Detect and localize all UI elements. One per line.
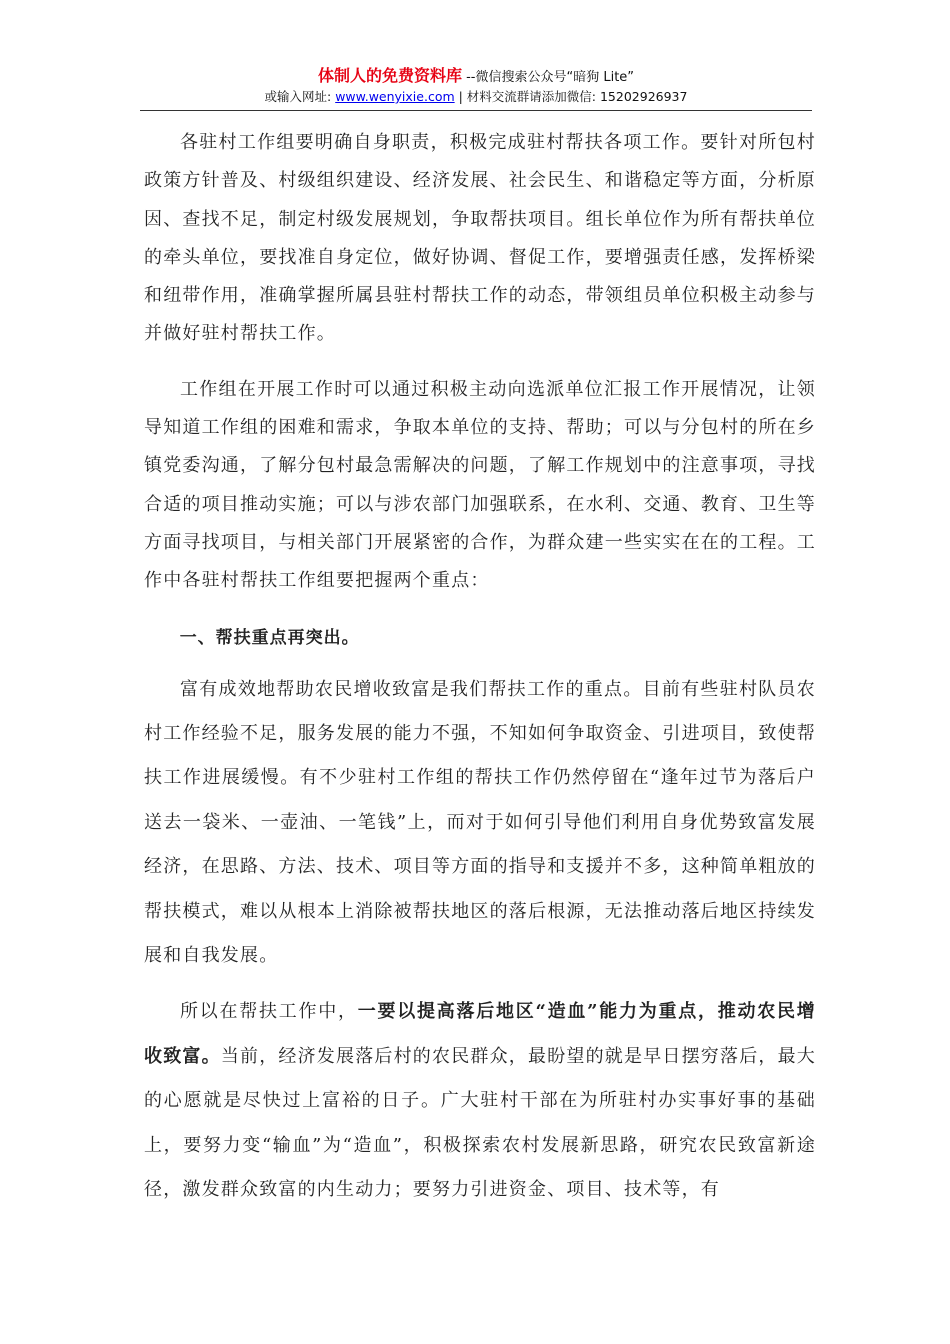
website-link[interactable]: www.wenyixie.com — [335, 89, 455, 104]
section-heading-1: 一、帮扶重点再突出。 — [179, 627, 360, 648]
header-url-prefix: 或输入网址: — [264, 89, 336, 104]
page-header — [140, 66, 812, 106]
document-body — [144, 124, 816, 1224]
header-brand: 体制人的免费资料库 — [317, 66, 462, 85]
header-tagline: --微信搜索公众号“暗狗 Lite” — [461, 70, 635, 85]
paragraph-4-lead: 所以在帮扶工作中， — [180, 1001, 358, 1023]
header-line-2 — [140, 88, 812, 106]
paragraph-4-rest: 当前，经济发展落后村的农民群众，最盼望的就是早日摆穷落后，最大的心愿就是尽快过上富裕的日子。广大驻村干部在为所驻村办实事好事的基础上，要努力变“输血”为“造血”，积极探索农村发展新思路，研究农民致富新途径，激发群众致富的内生动力；要努力引进资金、项目、技术等，有 — [144, 1045, 817, 1201]
paragraph-4 — [144, 990, 816, 1212]
header-line-1 — [140, 66, 812, 88]
header-divider — [140, 110, 812, 111]
header-contact: | 材料交流群请添加微信: 15202926937 — [454, 89, 688, 104]
paragraph-3: 富有成效地帮助农民增收致富是我们帮扶工作的重点。目前有些驻村队员农村工作经验不足，服务发展的能力不强，不知如何争取资金、引进项目，致使帮扶工作进展缓慢。有不少驻村工作组的帮扶工作仍然停留在“逢年过节为落后户送去一袋米、一壶油、一笔钱”上，而对于如何引导他们利用自身优势致富发展经济，在思路、方法、技术、项目等方面的指导和支援并不多，这种简单粗放的帮扶模式，难以从根本上消除被帮扶地区的落后根源，无法推动落后地区持续发展和自我发展。 — [144, 678, 816, 966]
paragraph-2: 工作组在开展工作时可以通过积极主动向选派单位汇报工作开展情况，让领导知道工作组的困难和需求，争取本单位的支持、帮助；可以与分包村的所在乡镇党委沟通，了解分包村最急需解决的问题，了解工作规划中的注意事项，寻找合适的项目推动实施；可以与涉农部门加强联系，在水利、交通、教育、卫生等方面寻找项目，与相关部门开展紧密的合作，为群众建一些实实在在的工程。工作中各驻村帮扶工作组要把握两个重点： — [144, 378, 816, 592]
paragraph-4-emphasis: 一要以提高落后地区“造血”能力为重点，推动农民增收致富。 — [144, 1001, 816, 1067]
paragraph-1: 各驻村工作组要明确自身职责，积极完成驻村帮扶各项工作。要针对所包村政策方针普及、村级组织建设、经济发展、社会民生、和谐稳定等方面，分析原因、查找不足，制定村级发展规划，争取帮扶项目。组长单位作为所有帮扶单位的牵头单位，要找准自身定位，做好协调、督促工作，要增强责任感，发挥桥梁和纽带作用，准确掌握所属县驻村帮扶工作的动态，带领组员单位积极主动参与并做好驻村帮扶工作。 — [144, 132, 816, 345]
